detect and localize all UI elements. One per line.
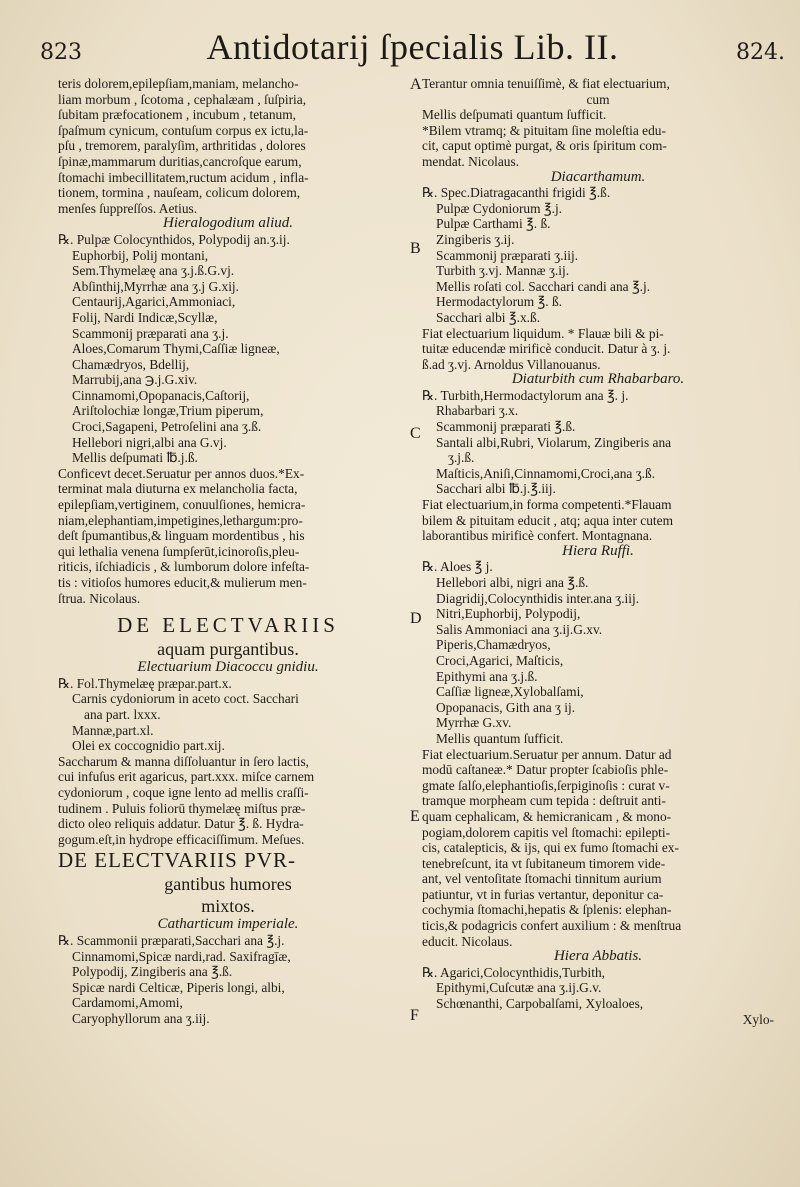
margin-letter-e: E [410, 808, 420, 825]
running-title: Antidotarij ſpecialis Lib. II. [206, 27, 619, 67]
right-text-line: Fiat electuarium,in forma competenti.*Flauam [422, 497, 672, 513]
right-centered-word: cum [586, 91, 610, 107]
left-ingredient-line: Mellis deſpumati ℔.j.ß. [72, 450, 198, 466]
right-ingredient-line: Sacchari albi ℔.j.℥.iij. [436, 481, 556, 497]
right-ingredient-line: Diagridij,Colocynthidis inter.ana ʒ.iij. [436, 590, 640, 606]
right-ingredient-line: Piperis,Chamædryos, [436, 637, 551, 653]
left-chapter-subheading: mixtos. [201, 896, 255, 917]
left-text-line: ſtrua. Nicolaus. [58, 590, 141, 606]
right-text-line: ℞. Agarici,Colocynthidis,Turbith, [422, 964, 605, 980]
left-ingredient-line: Polypodij, Zingiberis ana ℥.ß. [72, 964, 233, 980]
right-text-line: patiuntur, vt in furias vertantur, deponitur ca- [422, 886, 664, 902]
right-section-heading: Diaturbith cum Rhabarbaro. [511, 371, 685, 388]
left-ingredient-line: Cinnamomi,Opopanacis,Caſtorij, [72, 387, 250, 403]
left-text-line: cydoniorum , coque igne lento ad mellis craſſi- [58, 784, 309, 800]
left-text-line: riticis, iſchiadicis , & lumborum dolore infeſta- [58, 559, 310, 575]
left-ingredient-line: Caryophyllorum ana ʒ.iij. [72, 1010, 210, 1026]
margin-letter-a: A [410, 76, 422, 93]
right-text-line: modū caſtaneæ.* Datur propter ſcabioſis phle- [422, 762, 669, 778]
right-ingredient-line: Sacchari albi ℥.x.ß. [436, 309, 541, 325]
left-text-line: ℞. Scammonii præparati,Sacchari ana ℥.j. [58, 932, 285, 948]
left-chapter-subheading: gantibus humores [164, 874, 292, 895]
right-ingredient-line: Caſſiæ ligneæ,Xylobalſami, [436, 684, 584, 700]
left-text-line: qui lethalia venena ſumpſerūt,icinoroſis,pleu- [58, 543, 300, 559]
left-ingredient-line: Aloes,Comarum Thymi,Caſſiæ ligneæ, [72, 341, 280, 357]
right-text-line: ß.ad ʒ.vj. Arnoldus Villanouanus. [422, 356, 601, 372]
right-text-line: gmate ſalſo,elephantioſis,ſerpiginoſis : curat v- [422, 777, 670, 793]
right-ingredient-line: Croci,Agarici, Maſticis, [436, 652, 564, 668]
right-text-line: ticis,& podagricis confert auxilium : & menſtrua [422, 918, 682, 934]
left-text-line: ℞. Fol.Thymelæę præpar.part.x. [58, 675, 232, 691]
left-ingredient-line: Marrubij,ana ℈.j.G.xiv. [72, 372, 198, 388]
left-text-line: ſpinæ,mammarum duritias,cancroſque earum, [58, 153, 302, 169]
left-ingredient-line: ana part. lxxx. [84, 706, 161, 722]
right-text-line: cis, catalepticis, & ijs, qui ex fumo ſtomachi ex- [422, 840, 679, 856]
right-section-heading: Diacarthamum. [550, 168, 646, 185]
right-ingredient-line: Myrrhæ G.xv. [436, 715, 512, 731]
left-column [58, 76, 398, 1026]
right-text-line: tuitæ educendæ mirificè conducit. Datur à ʒ. j. [422, 341, 671, 357]
left-ingredient-line: Sem.Thymelæę ana ʒ.j.ß.G.vj. [72, 263, 235, 279]
right-ingredient-line: Epithymi ana ʒ.j.ß. [436, 668, 538, 684]
right-text-line: ℞. Aloes ℥ j. [422, 559, 493, 575]
right-text-line: Fiat electuarium.Seruatur per annum. Datur ad [422, 746, 672, 762]
right-text-line: cochymia ſtomachi,hepatis & ſplenis: elephan- [422, 902, 672, 918]
margin-letter-b: B [410, 240, 421, 257]
margin-letter-d: D [410, 610, 422, 627]
left-ingredient-line: Olei ex coccognidio part.xij. [72, 738, 225, 754]
left-text-line: epilepſiam,vertiginem, conuulſiones, hemicra- [58, 497, 306, 513]
left-ingredient-line: Scammonij præparati ana ʒ.j. [72, 325, 229, 341]
right-text-line: Fiat electuarium liquidum. * Flauæ bili & pi- [422, 325, 664, 341]
left-ingredient-line: Croci,Sagapeni, Petroſelini ana ʒ.ß. [72, 419, 262, 435]
left-text-line: pſu , tremorem, paralyſim, arthritidas , dolores [58, 138, 306, 154]
right-ingredient-line: ʒ.j.ß. [448, 450, 475, 466]
right-text-line: cit, caput optimè purgat, & oris ſpiritum com- [422, 138, 667, 154]
left-ingredient-line: Abſinthij,Myrrhæ ana ʒ.j G.xij. [72, 278, 239, 294]
left-chapter-subheading: aquam purgantibus. [157, 639, 299, 660]
right-text-line: tenebreſcunt, ita vt ſubitaneum timorem vide- [422, 855, 666, 871]
left-ingredient-line: Spicæ nardi Celticæ, Piperis longi, albi, [72, 979, 285, 995]
left-ingredient-line: Folij, Nardi Indicæ,Scyllæ, [72, 309, 218, 325]
right-ingredient-line: Hermodactylorum ℥. ß. [436, 294, 562, 310]
left-ingredient-line: Carnis cydoniorum in aceto coct. Sacchari [72, 691, 299, 707]
right-text-line: quam cephalicam, & hemicranicam , & mono- [422, 808, 672, 824]
left-text-line: teris dolorem,epilepſiam,maniam, melancho- [58, 76, 299, 91]
left-text-line: terminat mala diuturna ex melancholia facta, [58, 481, 298, 497]
right-ingredient-line: Mellis quantum ſufficit. [436, 730, 564, 746]
left-section-heading: Electuarium Diacoccu gnidiu. [137, 659, 319, 676]
left-ingredient-line: Chamædryos, Bdellij, [72, 356, 190, 372]
right-text-line: pogiam,dolorem capitis vel ſtomachi: epilepti- [422, 824, 671, 840]
left-text-line: gogum.eſt,in hydrope efficaciſſimum. Meſues. [58, 831, 305, 847]
left-text-line: tis : vitioſos humores educit,& mulierum men- [58, 575, 307, 590]
right-ingredient-line: Scammonij præparati ʒ.iij. [436, 247, 579, 263]
right-ingredient-line: Zingiberis ʒ.ij. [436, 231, 515, 247]
right-text-line: *Bilem vtramq; & pituitam ſine moleſtia edu- [422, 122, 666, 138]
left-ingredient-line: Euphorbij, Polij montani, [72, 247, 209, 263]
left-text-line: niam,elephantiam,impetigines,lethargum:pro- [58, 512, 303, 528]
left-text-line: ſtomachi imbecillitatem,ructum acidum , infla- [58, 169, 309, 185]
right-ingredient-line: Salis Ammoniaci ana ʒ.ij.G.xv. [436, 621, 603, 637]
right-text-line: Terantur omnia tenuiſſimè, & fiat electuarium, [422, 76, 670, 91]
left-text-line: ſpaſmum cynicum, contuſum corpus ex ictu,la- [58, 122, 309, 138]
left-ingredient-line: Mannæ,part.xl. [72, 722, 154, 738]
left-section-heading: Hieralogodium aliud. [163, 215, 293, 232]
right-ingredient-line: Opopanacis, Gith ana ʒ ij. [436, 699, 576, 715]
right-text-line: bilem & pituitam educit , atq; aqua inter cutem [422, 512, 674, 528]
left-text-line: deſt ſpumantibus,& linguam mordentibus , his [58, 528, 305, 544]
left-text-line: Saccharum & manna diſſoluantur in ſero lactis, [58, 753, 310, 769]
right-column [422, 76, 774, 1027]
left-ingredient-line: Cinnamomi,Spicæ nardi,rad. Saxifragīæ, [72, 948, 291, 964]
left-text-line: menſes ſuppreſſos. Aetius. [58, 200, 198, 216]
left-chapter-heading: DE ELECTVARIIS PVR- [58, 848, 296, 873]
left-text-line: ℞. Pulpæ Colocynthidos, Polypodij an.ʒ.ij. [58, 231, 290, 247]
right-ingredient-line: Rhabarbari ʒ.x. [436, 403, 519, 419]
right-text-line: laborantibus mirificè confert. Montagnana. [422, 528, 653, 544]
left-text-line: liam morbum , ſcotoma , cephalæam , ſuſpiria, [58, 91, 307, 107]
right-ingredient-line: Santali albi,Rubri, Violarum, Zingiberis ana [436, 434, 672, 450]
page-number-right: 824. [736, 40, 785, 65]
left-text-line: cui infuſus erit agaricus, part.xxx. miſce carnem [58, 769, 315, 785]
right-ingredient-line: Pulpæ Carthami ℥. ß. [436, 216, 551, 232]
right-catchword: Xylo- [742, 1011, 774, 1027]
right-section-heading: Hiera Abbatis. [553, 948, 643, 965]
right-ingredient-line: Hellebori albi, nigri ana ℥.ß. [436, 575, 589, 590]
margin-letter-f: F [410, 1007, 419, 1024]
left-text-line: dicto oleo reliquis addatur. Datur ℥. ß. Hydra- [58, 816, 304, 832]
left-text-line: tudinem . Puluis foliorū thymelæę miſtus præ- [58, 800, 306, 816]
right-text-line: ant, vel ventoſitate ſtomachi tinnitum aurium [422, 871, 662, 887]
right-ingredient-line: Schœnanthi, Carpobalſami, Xyloaloes, [436, 996, 644, 1012]
left-text-line: ſubitam præfocationem , incubum , tetanum, [58, 107, 297, 123]
right-ingredient-line: Scammonij præparati ℥.ß. [436, 419, 576, 435]
right-text-line: ℞. Spec.Diatragacanthi frigidi ℥.ß. [422, 185, 611, 201]
page-number-left: 823 [40, 40, 82, 65]
right-ingredient-line: Turbith ʒ.vj. Mannæ ʒ.ij. [436, 263, 570, 279]
right-text-line: Mellis deſpumati quantum ſufficit. [422, 107, 607, 123]
left-ingredient-line: Cardamomi,Amomi, [72, 995, 183, 1011]
left-chapter-heading: DE ELECTVARIIS [117, 613, 339, 638]
right-ingredient-line: Epithymi,Cuſcutæ ana ʒ.ij.G.v. [436, 980, 602, 996]
left-ingredient-line: Centaurij,Agarici,Ammoniaci, [72, 294, 236, 310]
left-text-line: tionem, tormina , nauſeam, colicum dolorem, [58, 185, 301, 201]
right-ingredient-line: Nitri,Euphorbij, Polypodij, [436, 606, 581, 622]
right-text-line: educit. Nicolaus. [422, 933, 513, 949]
left-text-line: Conficevt decet.Seruatur per annos duos.*Ex- [58, 465, 305, 481]
right-section-heading: Hiera Ruffi. [562, 542, 634, 559]
running-header [40, 22, 785, 74]
margin-letter-c: C [410, 425, 421, 442]
left-ingredient-line: Hellebori nigri,albi ana G.vj. [72, 434, 227, 450]
left-section-heading: Catharticum imperiale. [157, 916, 299, 933]
right-ingredient-line: Pulpæ Cydoniorum ℥.j. [436, 200, 563, 216]
right-text-line: mendat. Nicolaus. [422, 153, 520, 169]
right-ingredient-line: Mellis roſati col. Sacchari candi ana ℥.j. [436, 278, 651, 294]
right-text-line: tramque morpheam cum tepida : deſtruit anti- [422, 793, 666, 809]
left-ingredient-line: Ariſtolochiæ longæ,Trium piperum, [72, 403, 264, 419]
right-ingredient-line: Maſticis,Aniſi,Cinnamomi,Croci,ana ʒ.ß. [436, 465, 656, 481]
right-text-line: ℞. Turbith,Hermodactylorum ana ℥. j. [422, 387, 629, 403]
